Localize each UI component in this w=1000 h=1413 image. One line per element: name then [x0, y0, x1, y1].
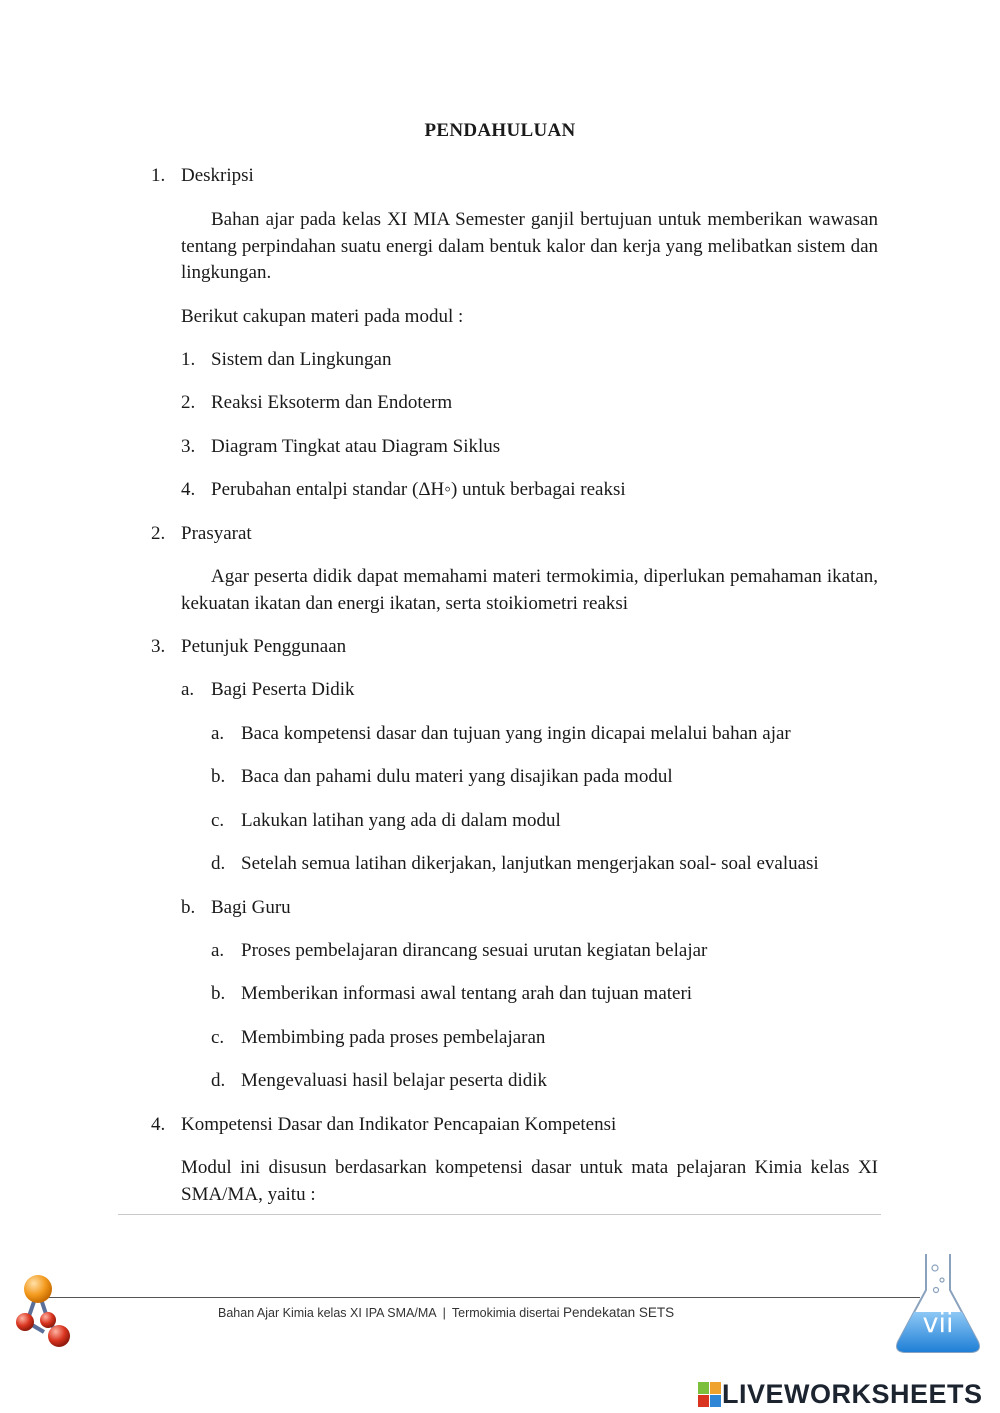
subsection-label: Bagi Guru	[211, 897, 291, 918]
list-item	[181, 434, 501, 460]
list-item	[211, 851, 819, 877]
molecule-icon	[14, 1272, 74, 1354]
item-text: Lakukan latihan yang ada di dalam modul	[241, 810, 561, 831]
item-text: Baca kompetensi dasar dan tujuan yang ingin dicapai melalui bahan ajar	[241, 723, 791, 744]
footer-left-text: Bahan Ajar Kimia kelas XI IPA SMA/MA	[218, 1306, 437, 1320]
section-kompetensi	[151, 1112, 617, 1138]
subsection-guru	[181, 895, 291, 921]
section-number: 4.	[151, 1114, 166, 1135]
deskripsi-paragraph: Bahan ajar pada kelas XI MIA Semester ganjil bertujuan untuk memberikan wawasan tentang perpindahan suatu energi dalam bentuk kalor dan kerja yang melibatkan sistem dan lingkungan.	[181, 209, 878, 283]
item-text: Diagram Tingkat atau Diagram Siklus	[211, 436, 501, 457]
section-label: Deskripsi	[181, 165, 254, 186]
flask-icon	[892, 1250, 984, 1360]
item-number: 1.	[181, 349, 196, 370]
section-label: Kompetensi Dasar dan Indikator Pencapaian Kompetensi	[181, 1114, 617, 1135]
section-deskripsi	[151, 163, 254, 189]
item-text: Membimbing pada proses pembelajaran	[241, 1027, 546, 1048]
section-number: 2.	[151, 523, 166, 544]
section-number: 3.	[151, 636, 166, 657]
footer-divider	[40, 1297, 920, 1298]
kompetensi-paragraph: Modul ini disusun berdasarkan kompetensi dasar untuk mata pelajaran Kimia kelas XI SMA/MA, yaitu :	[181, 1157, 878, 1205]
item-letter: a.	[211, 723, 225, 744]
footer-right-text: Pendekatan SETS	[563, 1305, 675, 1320]
list-item	[181, 347, 392, 373]
item-number: 3.	[181, 436, 196, 457]
subsection-label: Bagi Peserta Didik	[211, 679, 355, 700]
item-letter: a.	[211, 940, 225, 961]
deskripsi-intro: Berikut cakupan materi pada modul :	[181, 306, 464, 327]
item-text: Setelah semua latihan dikerjakan, lanjutkan mengerjakan soal- soal evaluasi	[241, 853, 819, 874]
liveworksheets-logo	[698, 1379, 983, 1409]
list-item	[181, 477, 626, 503]
item-letter: d.	[211, 853, 226, 874]
section-petunjuk	[151, 634, 347, 660]
item-text: Perubahan entalpi standar (ΔH◦) untuk berbagai reaksi	[211, 479, 626, 500]
item-letter: c.	[211, 1027, 225, 1048]
item-letter: b.	[211, 983, 226, 1004]
item-text: Baca dan pahami dulu materi yang disajikan pada modul	[241, 766, 673, 787]
liveworksheets-text: LIVEWORKSHEETS	[722, 1379, 983, 1409]
section-prasyarat	[151, 521, 252, 547]
flask-page-badge	[892, 1250, 984, 1360]
list-item	[211, 1068, 548, 1094]
footer-middle-text: Termokimia disertai	[451, 1306, 560, 1320]
section-label: Prasyarat	[181, 523, 252, 544]
list-item	[211, 764, 673, 790]
page-number: vii	[922, 1308, 954, 1339]
page-title: PENDAHULUAN	[424, 120, 576, 141]
list-item	[181, 390, 453, 416]
item-letter: b.	[181, 897, 196, 918]
item-text: Sistem dan Lingkungan	[211, 349, 392, 370]
content-divider	[118, 1214, 881, 1215]
list-item	[211, 721, 791, 747]
section-label: Petunjuk Penggunaan	[181, 636, 347, 657]
subsection-peserta	[181, 677, 355, 703]
item-text: Proses pembelajaran dirancang sesuai urutan kegiatan belajar	[241, 940, 708, 961]
item-text: Mengevaluasi hasil belajar peserta didik	[241, 1070, 548, 1091]
prasyarat-paragraph: Agar peserta didik dapat memahami materi termokimia, diperlukan pemahaman ikatan, kekuatan ikatan dan energi ikatan, serta stoikiometri reaksi	[181, 566, 878, 614]
list-item	[211, 1025, 546, 1051]
item-letter: b.	[211, 766, 226, 787]
section-number: 1.	[151, 165, 166, 186]
list-item	[211, 808, 561, 834]
item-text: Memberikan informasi awal tentang arah dan tujuan materi	[241, 983, 693, 1004]
live-badge-icon	[698, 1382, 722, 1408]
list-item	[211, 938, 708, 964]
item-text: Reaksi Eksoterm dan Endoterm	[211, 392, 453, 413]
item-number: 2.	[181, 392, 196, 413]
footer-text	[218, 1305, 674, 1320]
list-item	[211, 981, 693, 1007]
item-letter: a.	[181, 679, 195, 700]
footer-separator: |	[442, 1306, 446, 1320]
item-number: 4.	[181, 479, 196, 500]
item-letter: d.	[211, 1070, 226, 1091]
item-letter: c.	[211, 810, 225, 831]
